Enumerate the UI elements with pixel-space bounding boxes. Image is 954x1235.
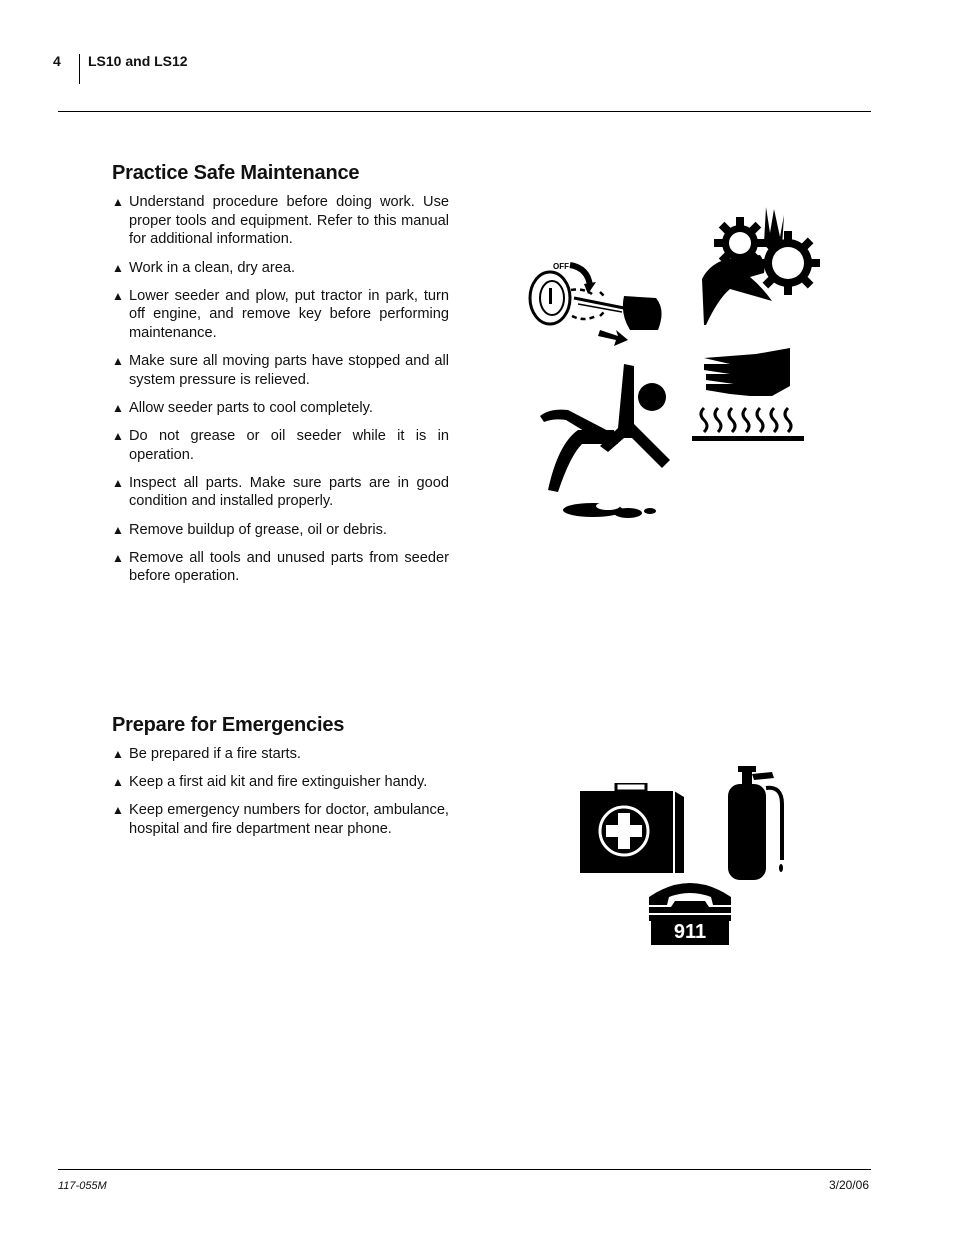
bullet-triangle-icon: ▲ — [112, 550, 124, 565]
slip-fall-icon — [538, 364, 672, 522]
emergencies-heading: Prepare for Emergencies — [112, 714, 345, 736]
emergencies-section — [112, 714, 449, 848]
list-item: ▲ Remove all tools and unused parts from seeder before operation. — [112, 549, 449, 585]
bullet-triangle-icon: ▲ — [112, 475, 124, 490]
header-rule — [58, 111, 871, 112]
page-number: 4 — [53, 53, 61, 69]
list-item: ▲ Allow seeder parts to cool completely. — [112, 399, 373, 416]
list-item: ▲ Do not grease or oil seeder while it is in operation. — [112, 427, 449, 463]
list-item: ▲ Remove buildup of grease, oil or debris. — [112, 521, 387, 538]
maintenance-heading: Practice Safe Maintenance — [112, 162, 360, 184]
list-item: ▲ Be prepared if a fire starts. — [112, 746, 301, 762]
list-item: ▲ Work in a clean, dry area. — [112, 259, 296, 276]
maintenance-list — [112, 193, 449, 586]
footer-rule — [58, 1169, 871, 1170]
document-number: 117-055M — [58, 1180, 107, 1192]
bullet-triangle-icon: ▲ — [112, 775, 124, 790]
emergencies-list — [112, 745, 449, 839]
first-aid-kit-icon — [578, 783, 686, 875]
list-item: ▲ Keep a first aid kit and fire extinguisher handy. — [112, 774, 428, 791]
bullet-triangle-icon: ▲ — [112, 195, 124, 209]
list-item: ▲ Make sure all moving parts have stopped and all system pressure is relieved. — [112, 353, 449, 388]
emergency-number-label: 911 — [673, 921, 707, 943]
bullet-triangle-icon: ▲ — [112, 354, 124, 369]
bullet-triangle-icon: ▲ — [112, 803, 124, 818]
fire-extinguisher-icon — [722, 764, 788, 880]
list-item: ▲ Keep emergency numbers for doctor, ambulance, hospital and fire department near phone. — [112, 802, 449, 837]
bullet-triangle-icon: ▲ — [112, 522, 124, 537]
bullet-triangle-icon: ▲ — [112, 260, 124, 275]
manual-title: LS10 and LS12 — [88, 53, 188, 69]
list-item: ▲ Understand procedure before doing work. Use proper tools and equipment. Refer to this manual for additional information. — [112, 194, 449, 248]
bullet-triangle-icon: ▲ — [112, 400, 124, 415]
hot-surface-hand-icon — [690, 346, 805, 442]
list-item: ▲ Lower seeder and plow, put tractor in park, turn off engine, and remove key before performing maintenance. — [112, 287, 449, 341]
svg-text:OFF: OFF — [553, 262, 569, 271]
revision-date: 3/20/06 — [828, 1178, 869, 1192]
bullet-triangle-icon: ▲ — [112, 428, 124, 443]
header-divider — [79, 54, 80, 84]
bullet-triangle-icon: ▲ — [112, 747, 124, 761]
maintenance-section — [112, 162, 449, 595]
list-item: ▲ Inspect all parts. Make sure parts are in good condition and installed properly. — [112, 474, 449, 510]
ignition-key-off-icon — [526, 258, 674, 348]
bullet-triangle-icon: ▲ — [112, 288, 124, 303]
telephone-icon — [647, 875, 733, 945]
gear-entanglement-icon — [700, 203, 825, 326]
